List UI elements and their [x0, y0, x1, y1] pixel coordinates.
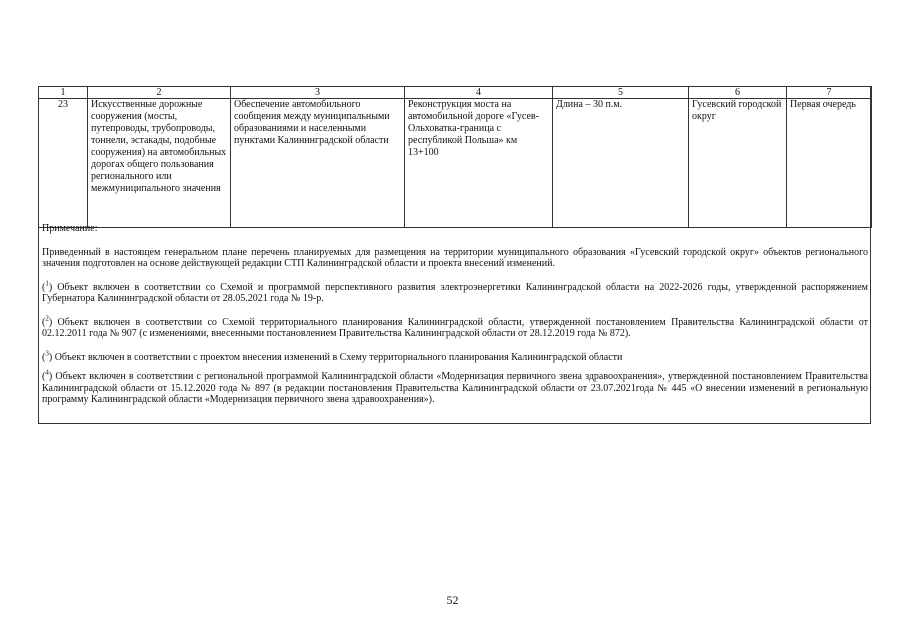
footnote-text: Объект включен в соответствии с региональной программой Калининградской области «Модернизация первичного звена здравоохранения», утвержденной постановлением Правительства Калининградской области от 15.12.2020 года № 897 (в редакции постановления Правительства Калининградской области от 23.07.2021года № 445 «О внесении изменений в региональную программу Калининградской области «Модернизация первичного звена здравоохранения»). [42, 371, 868, 405]
column-header: 7 [787, 87, 872, 99]
object-name-cell: Реконструкция моста на автомобильной дороге «Гусев-Ольховатка-граница с республикой Польша» км 13+100 [405, 99, 553, 228]
footnote-text: Объект включен в соответствии со Схемой территориального планирования Калининградской области, утвержденной постановлением Правительства Калининградской области от 02.12.2011 года № 907 (с изменениями, внесенными постановлением Правительства Калининградской области от 28.12.2019 года № 872). [42, 316, 868, 339]
characteristics-cell: Длина – 30 п.м. [553, 99, 689, 228]
footnote-2: ($^2$) Объект включен в соответствии со Схемой территориального планирования Калининградской области, утвержденной постановлением Правительства Калининградской области от 02.12.2011 года № 907 (с изменениями, внесенными постановлением Правительства Калининградской области от 28.12.2019 года № 872). [42, 314, 868, 339]
table-row [39, 99, 872, 228]
stage-cell: Первая очередь [787, 99, 872, 228]
footnote-mark: 3 [45, 349, 49, 358]
note-section [42, 223, 868, 418]
header-row [39, 87, 872, 99]
column-header: 5 [553, 87, 689, 99]
footnote-4: ($^4$) Объект включен в соответствии с региональной программой Калининградской области «Модернизация первичного звена здравоохранения», утвержденной постановлением Правительства Калининградской области от 15.12.2020 года № 897 (в редакции постановления Правительства Калининградской области от 23.07.2021года № 445 «О внесении изменений в региональную программу Калининградской области «Модернизация первичного звена здравоохранения»). [42, 368, 868, 405]
note-intro: Приведенный в настоящем генеральном плане перечень планируемых для размещения на территории муниципального образования «Гусевский городской округ» объектов регионального значения подготовлен на основе действующей редакции СТП Калининградской области и проекта внесений изменений. [42, 246, 868, 269]
row-number: 23 [39, 99, 88, 228]
objects-table [38, 86, 872, 228]
footnote-3: ($^3$) Объект включен в соответствии с проектом внесения изменений в Схему территориального планирования Калининградской области [42, 349, 623, 363]
column-header: 4 [405, 87, 553, 99]
column-header: 1 [39, 87, 88, 99]
footnote-1: ($^1$) Объект включен в соответствии со Схемой и программой перспективного развития электроэнергетики Калининградской области на 2022-2026 годы, утвержденной распоряжением Губернатора Калининградской области от 28.05.2021 года № 19-р. [42, 279, 868, 304]
note-title: Примечание: [42, 223, 98, 234]
page-number: 52 [446, 593, 459, 607]
footnote-text: Объект включен в соответствии с проектом внесения изменений в Схему территориального планирования Калининградской области [52, 351, 623, 363]
footnote-mark: 1 [45, 279, 49, 288]
column-header: 2 [88, 87, 231, 99]
column-header: 6 [689, 87, 787, 99]
purpose-cell: Обеспечение автомобильного сообщения между муниципальными образованиями и населенными пунктами Калининградской области [231, 99, 405, 228]
location-cell: Гусевский городской округ [689, 99, 787, 228]
column-header: 3 [231, 87, 405, 99]
footnote-mark: 2 [45, 314, 49, 323]
footnote-mark: 4 [45, 368, 49, 377]
footnote-text: Объект включен в соответствии со Схемой и программой перспективного развития электроэнергетики Калининградской области на 2022-2026 годы, утвержденной распоряжением Губернатора Калининградской области от 28.05.2021 года № 19-р. [42, 281, 868, 304]
object-type-cell: Искусственные дорожные сооружения (мосты, путепроводы, трубопроводы, тоннели, эстакады, подобные сооружения) на автомобильных дорогах общего пользования регионального или межмуниципального значения [88, 99, 231, 228]
